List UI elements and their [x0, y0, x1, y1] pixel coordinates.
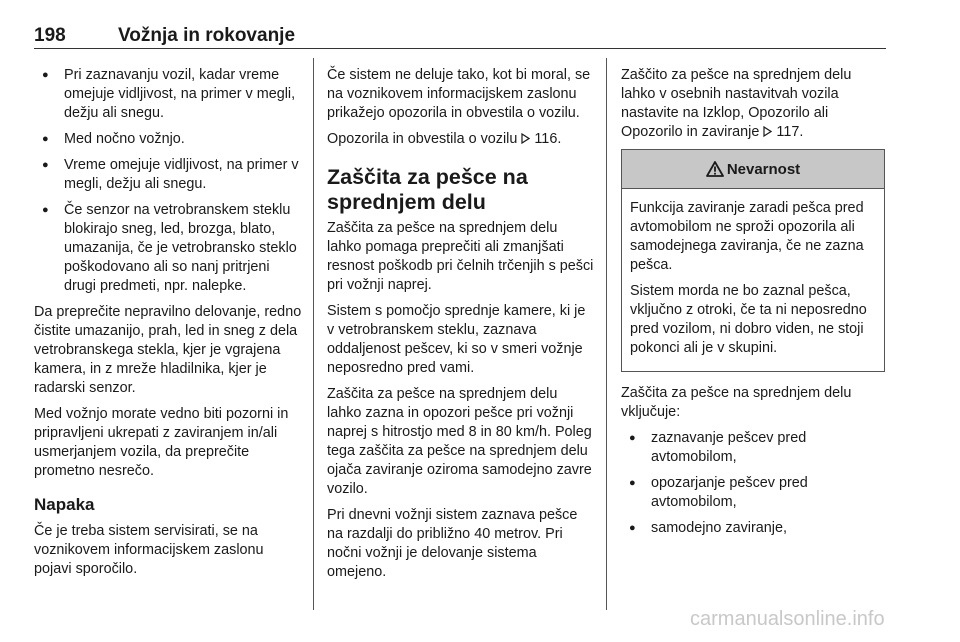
chapter-title: Vožnja in rokovanje	[118, 25, 296, 46]
paragraph: Zaščita za pešce na sprednjem delu lahko zazna in opozori pešce pri vožnji naprej s hitrostjo med 8 in 80 km/h. Poleg tega zaščita za pešce na sprednjem delu ojača zaviranje oziroma samodejno zavre vozilo.	[327, 386, 592, 497]
paragraph: Sistem s pomočjo sprednje kamere, ki je v vetrobranskem steklu, zaznava oddaljenost pešcev, ki so v smeri vožnje neposredno pred vami.	[327, 303, 586, 376]
watermark: carmanualsonline.info	[690, 608, 885, 630]
paragraph: Med vožnjo morate vedno biti pozorni in pripravljeni ukrepati z zaviranjem in/ali usmerjanjem vozila, da preprečite prometno nesrečo.	[34, 406, 289, 479]
warning-body	[622, 189, 884, 371]
bullet-list	[34, 66, 302, 296]
paragraph	[327, 130, 595, 149]
warning-triangle-icon	[706, 161, 724, 177]
header-rule	[34, 48, 886, 49]
page-number: 198	[34, 25, 66, 46]
paragraph: Če je treba sistem servisirati, se na voznikovem informacijskem zaslonu pojavi sporočilo.	[34, 523, 264, 577]
paragraph: Zaščita za pešce na sprednjem delu lahko pomaga preprečiti ali zmanjšati resnost poškodb pri čelnih trčenjih s pešci pri vožnji naprej.	[327, 220, 594, 293]
paragraph	[621, 66, 885, 142]
page-reference[interactable]: 117.	[776, 124, 804, 140]
paragraph: Da preprečite nepravilno delovanje, redno čistite umazanijo, prah, led in sneg z dela vetrobranskega stekla, kjer je vgrajena kamera, in z mreže hladilnika, kjer je radarski senzor.	[34, 304, 302, 396]
paragraph-text: Zaščito za pešce na sprednjem delu lahko v osebnih nastavitvah vozila nastavite na Izklop, Opozorilo ali Opozorilo in zaviranje	[621, 67, 852, 140]
warning-title: Nevarnost	[726, 160, 801, 178]
list-item: ● opozarjanje pešcev pred avtomobilom,	[621, 474, 885, 512]
column-divider	[606, 58, 607, 610]
paragraph: Funkcija zaviranje zaradi pešca pred avtomobilom ne sproži opozorila ali samodejnega zaviranja, če ne zazna pešca.	[630, 200, 864, 273]
list-item: ● Vreme omejuje vidljivost, na primer v megli, dežju ali snegu.	[34, 156, 302, 194]
column-right	[621, 66, 885, 545]
warning-box	[621, 149, 885, 372]
page-header	[34, 22, 886, 50]
section-heading: Napaka	[34, 495, 95, 514]
triangle-arrow-icon[interactable]	[521, 133, 530, 144]
column-middle	[327, 66, 595, 589]
section-heading: Zaščita za pešce na sprednjem delu	[327, 165, 528, 214]
warning-header	[622, 150, 884, 189]
list-item: ● Če senzor na vetrobranskem steklu blokirajo sneg, led, brozga, blato, umazanija, če je vetrobransko steklo poškodovano ali so nanj pritrjeni drugi predmeti, npr. nalepke.	[34, 201, 302, 296]
paragraph-text: Opozorila in obvestila o vozilu	[327, 131, 518, 147]
column-left	[34, 66, 302, 586]
paragraph: Pri dnevni vožnji sistem zaznava pešce na razdalji do približno 40 metrov. Pri nočni vožnji je delovanje sistema omejeno.	[327, 507, 578, 580]
list-item: ● samodejno zaviranje,	[621, 519, 885, 538]
page-reference[interactable]: 116.	[534, 131, 562, 147]
list-item: ● Med nočno vožnjo.	[34, 130, 302, 149]
list-item: ● Pri zaznavanju vozil, kadar vreme omejuje vidljivost, na primer v megli, dežju ali snegu.	[34, 66, 302, 123]
column-divider	[313, 58, 314, 610]
paragraph: Zaščita za pešce na sprednjem delu vključuje:	[621, 385, 852, 420]
paragraph: Če sistem ne deluje tako, kot bi moral, se na voznikovem informacijskem zaslonu prikažejo opozorila in obvestila o vozilu.	[327, 67, 591, 121]
triangle-arrow-icon[interactable]	[763, 126, 772, 137]
list-item: ● zaznavanje pešcev pred avtomobilom,	[621, 429, 885, 467]
bullet-list	[621, 429, 885, 538]
paragraph: Sistem morda ne bo zaznal pešca, vključno z otroki, če ta ni neposredno pred vozilom, ni dobro viden, ne stoji pokonci ali je v skupini.	[630, 283, 867, 356]
